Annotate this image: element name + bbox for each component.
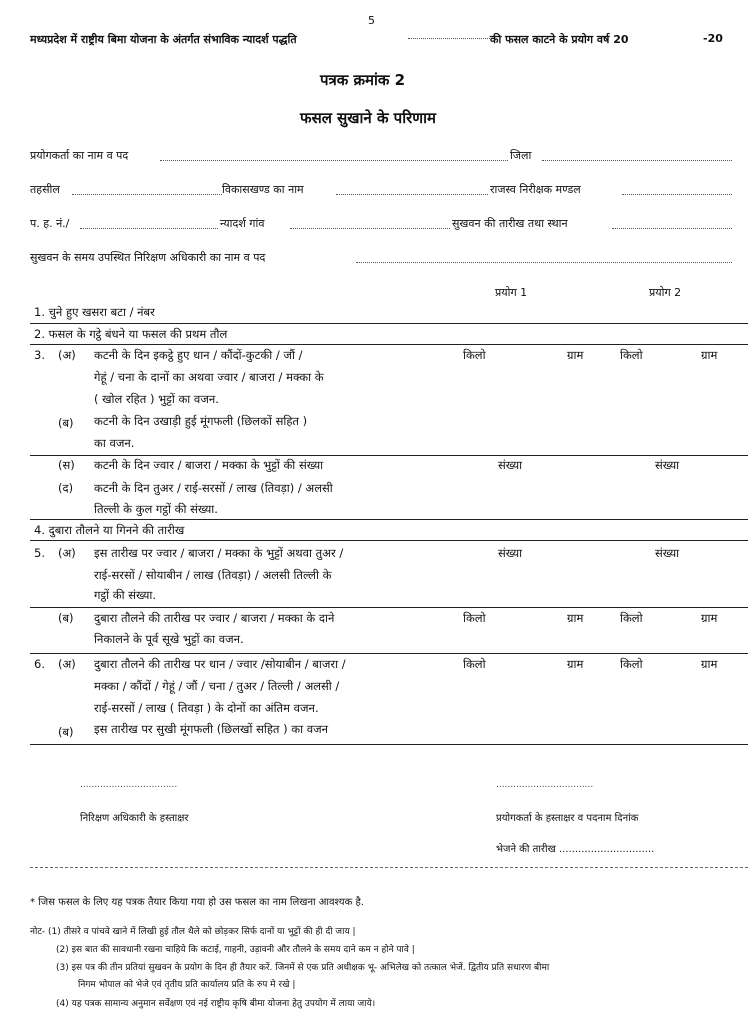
unit-kilo: किलो (463, 611, 486, 625)
col-header-experiment-2: प्रयोग 2 (649, 286, 682, 299)
field-inspector-label: सुखवन के समय उपस्थित निरिक्षण अधिकारी का नाम व पद (30, 251, 266, 264)
field-district-label: जिला (510, 149, 532, 162)
note-1: नोट- (1) तीसरे व पांचवे खाने में लिखी हुई तौल थैले को छोड़कर सिर्फ दानों या भुट्टों की ही दी जाय | (30, 927, 356, 937)
field-drying-date-blank[interactable] (612, 228, 732, 229)
row-3b-mark: (ब) (58, 416, 74, 430)
note-4: (4) यह पत्रक सामान्य अनुमान सर्वेक्षण एवं नई राष्ट्रीय कृषि बीमा योजना हेतु उपयोग में लाया जाये। (56, 999, 376, 1009)
row-6b-mark: (ब) (58, 725, 74, 739)
field-tehsil-blank[interactable] (72, 194, 222, 195)
field-inspector-blank[interactable] (356, 262, 732, 263)
row-3s-mark: (स) (58, 458, 75, 472)
row-6a-line: मक्का / कौंदों / गेहूं / जौं / चना / तुअर / तिल्ली / अलसी / (94, 679, 340, 693)
page-number: 5 (368, 14, 375, 27)
row-3a-mark: (अ) (58, 348, 76, 362)
field-tehsil-label: तहसील (30, 183, 60, 196)
header-year-end: -20 (703, 32, 723, 45)
unit-kilo: किलो (620, 611, 643, 625)
row-3b-line: कटनी के दिन उखाड़ी हुई मूंगफली (छिलकों सहित ) (94, 414, 308, 428)
row-6a-line: दुबारा तौलने की तारीख पर धान / ज्वार /सोयाबीन / बाजरा / (94, 657, 346, 671)
signature-line-inspector: .................................. (80, 780, 178, 790)
field-ph-blank[interactable] (80, 228, 218, 229)
row-3b-line: का वजन. (94, 436, 135, 450)
unit-kilo: किलो (463, 657, 486, 671)
unit-gram: ग्राम (701, 657, 718, 671)
row-1-label: 1. चुने हुए खसरा बटा / नंबर (34, 305, 155, 319)
table-divider (30, 744, 748, 745)
field-revenue-circle-blank[interactable] (622, 194, 732, 195)
field-district-blank[interactable] (542, 160, 732, 161)
row-3-number: 3. (34, 348, 45, 362)
row-3s-line: कटनी के दिन ज्वार / बाजरा / मक्का के भुट्टों की संख्या (94, 458, 324, 472)
unit-gram: ग्राम (567, 657, 584, 671)
table-divider (30, 540, 748, 541)
row-6a-line: राई-सरसों / लाख ( तिवड़ा ) के दोनों का अंतिम वजन. (94, 701, 319, 715)
row-3d-line: तिल्ली के कुल गट्ठों की संख्या. (94, 502, 218, 516)
unit-gram: ग्राम (567, 348, 584, 362)
row-5a-mark: (अ) (58, 546, 76, 560)
unit-kilo: किलो (463, 348, 486, 362)
row-3d-line: कटनी के दिन तुअर / राई-सरसों / लाख (तिवड़ा) / अलसी (94, 481, 333, 495)
crop-blank (408, 38, 490, 39)
header-scheme-text: मध्यप्रदेश में राष्ट्रीय बिमा योजना के अंतर्गत संभाविक न्यादर्श पद्धति (30, 33, 297, 46)
field-block-blank[interactable] (336, 194, 488, 195)
section-divider (30, 867, 748, 868)
row-5b-mark: (ब) (58, 611, 74, 625)
unit-count: संख्या (655, 458, 680, 472)
signature-label-experimenter: प्रयोगकर्ता के हस्ताक्षर व पदनाम दिनांक (496, 813, 639, 824)
field-drying-date-label: सुखवन की तारीख तथा स्थान (452, 217, 568, 230)
unit-kilo: किलो (620, 657, 643, 671)
unit-count: संख्या (498, 458, 523, 472)
row-4-label: 4. दुबारा तौलने या गिनने की तारीख (34, 523, 185, 537)
field-block-label: विकासखण्ड का नाम (222, 183, 304, 196)
unit-count: संख्या (655, 546, 680, 560)
field-sample-village-label: न्यादर्श गांव (220, 217, 265, 230)
header-year-text: की फसल काटने के प्रयोग वर्ष 20 (490, 33, 629, 46)
unit-count: संख्या (498, 546, 523, 560)
note-3-line: (3) इस पत्र की तीन प्रतियां सुखवन के प्रयोग के दिन ही तैयार करें. जिनमें से एक प्रति अधीक्षक भू- अभिलेख को तत्काल भेजें. द्वितीय प्रति सधारण बीमा (56, 963, 550, 973)
row-3a-line: कटनी के दिन इकट्ठे हुए धान / कौंदों-कुटकी / जौं / (94, 348, 303, 362)
unit-kilo: किलो (620, 348, 643, 362)
signature-line-experimenter: .................................. (496, 780, 594, 790)
row-6-number: 6. (34, 657, 45, 671)
field-experimenter-blank[interactable] (160, 160, 508, 161)
unit-gram: ग्राम (701, 348, 718, 362)
note-3-line: निगम भोपाल को भेजे एवं तृतीय प्रति कार्यालय प्रति के रुप मे रखे | (78, 980, 296, 990)
row-3a-line: ( खोल रहित ) भुट्टों का वजन. (94, 392, 219, 406)
unit-gram: ग्राम (567, 611, 584, 625)
form-title: फसल सुखाने के परिणाम (300, 109, 436, 127)
field-sample-village-blank[interactable] (290, 228, 450, 229)
row-5-number: 5. (34, 546, 45, 560)
form-number: पत्रक क्रमांक 2 (320, 71, 406, 89)
unit-gram: ग्राम (701, 611, 718, 625)
row-5b-line: निकालने के पूर्व सूखे भुट्टों का वजन. (94, 632, 244, 646)
row-3a-line: गेहूं / चना के दानों का अथवा ज्वार / बाजरा / मक्का के (94, 370, 324, 384)
row-5a-line: गट्ठों की संख्या. (94, 588, 157, 602)
row-5a-line: राई-सरसों / सोयाबीन / लाख (तिवड़ा) / अलसी तिल्ली के (94, 568, 332, 582)
field-ph-label: प. ह. नं./ (30, 217, 70, 230)
send-date-field: भेजने की तारीख .............................. (496, 844, 655, 855)
row-5a-line: इस तारीख पर ज्वार / बाजरा / मक्का के भुट्टों अथवा तुअर / (94, 546, 344, 560)
row-6a-mark: (अ) (58, 657, 76, 671)
field-experimenter-label: प्रयोगकर्ता का नाम व पद (30, 149, 129, 162)
field-revenue-circle-label: राजस्व निरीक्षक मण्डल (490, 183, 581, 196)
note-2: (2) इस बात की सावधानी रखना चाहिये कि कटाई, गाहनी, उड़ावनी और तौलने के समय दाने कम न होने पावे | (56, 945, 415, 955)
row-3d-mark: (द) (58, 481, 74, 495)
row-6b-line: इस तारीख पर सुखी मूंगफली (छिलखों सहित ) का वजन (94, 722, 329, 736)
row-2-label: 2. फसल के गट्ठे बंधने या फसल की प्रथम तौल (34, 327, 228, 341)
signature-label-inspector: निरिक्षण अधिकारी के हस्ताक्षर (80, 813, 189, 824)
col-header-experiment-1: प्रयोग 1 (495, 286, 528, 299)
row-5b-line: दुबारा तौलने की तारीख पर ज्वार / बाजरा / मक्का के दाने (94, 611, 335, 625)
crop-name-footnote: * जिस फसल के लिए यह पत्रक तैयार किया गया हो उस फसल का नाम लिखना आवश्यक है. (30, 897, 364, 908)
